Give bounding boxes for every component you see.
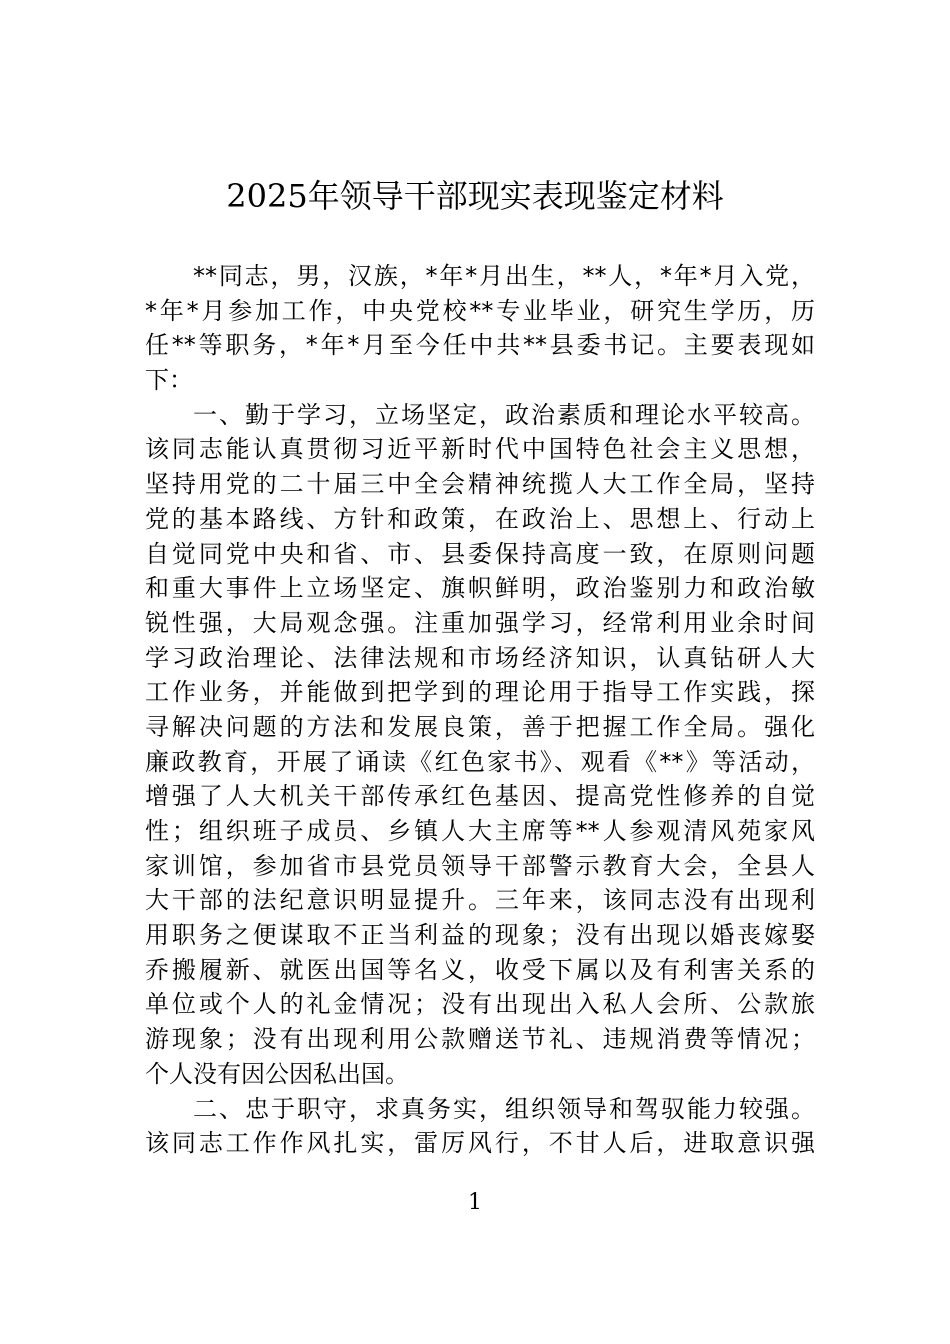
text-line: 乔搬履新、就医出国等名义，收受下属以及有利害关系的 [145, 955, 815, 984]
text-line: 任**等职务，*年*月至今任中共**县委书记。主要表现如 [145, 331, 815, 360]
text-line: **同志，男，汉族，*年*月出生，**人，*年*月入党， [193, 262, 815, 290]
text-line: 锐性强，大局观念强。注重加强学习，经常利用业余时间 [145, 608, 815, 637]
text-line: 家训馆，参加省市县党员领导干部警示教育大会，全县人 [145, 851, 815, 880]
text-line: *年*月参加工作，中央党校**专业毕业，研究生学历，历 [145, 296, 815, 325]
page-number: 1 [468, 1190, 482, 1215]
text-line: 游现象；没有出现利用公款赠送节礼、违规消费等情况； [145, 1025, 815, 1054]
text-line: 学习政治理论、法律法规和市场经济知识，认真钻研人大 [145, 643, 815, 672]
document-title: 2025年领导干部现实表现鉴定材料 [226, 177, 724, 215]
text-line: 用职务之便谋取不正当利益的现象；没有出现以婚丧嫁娶 [145, 921, 815, 950]
text-line: 坚持用党的二十届三中全会精神统揽人大工作全局，坚持 [145, 470, 815, 499]
text-line: 下： [145, 366, 193, 395]
text-line: 和重大事件上立场坚定、旗帜鲜明，政治鉴别力和政治敏 [145, 574, 815, 603]
text-line: 该同志工作作风扎实，雷厉风行，不甘人后，进取意识强 [145, 1129, 815, 1158]
text-line: 自觉同党中央和省、市、县委保持高度一致，在原则问题 [145, 539, 815, 568]
text-line: 寻解决问题的方法和发展良策，善于把握工作全局。强化 [145, 712, 815, 741]
text-line: 大干部的法纪意识明显提升。三年来，该同志没有出现利 [145, 886, 815, 915]
text-line: 工作业务，并能做到把学到的理论用于指导工作实践，探 [145, 678, 815, 707]
text-line: 增强了人大机关干部传承红色基因、提高党性修养的自觉 [145, 782, 815, 811]
text-line: 二、忠于职守，求真务实，组织领导和驾驭能力较强。 [193, 1094, 815, 1123]
text-line: 廉政教育，开展了诵读《红色家书》、观看《**》等活动， [145, 747, 815, 776]
text-line: 一、勤于学习，立场坚定，政治素质和理论水平较高。 [193, 400, 815, 429]
text-line: 性；组织班子成员、乡镇人大主席等**人参观清风苑家风 [145, 817, 815, 845]
text-line: 党的基本路线、方针和政策，在政治上、思想上、行动上 [145, 504, 815, 533]
text-line: 单位或个人的礼金情况；没有出现出入私人会所、公款旅 [145, 990, 815, 1019]
text-line: 该同志能认真贯彻习近平新时代中国特色社会主义思想， [145, 435, 815, 464]
document-body [145, 259, 815, 1161]
text-line: 个人没有因公因私出国。 [145, 1059, 409, 1088]
